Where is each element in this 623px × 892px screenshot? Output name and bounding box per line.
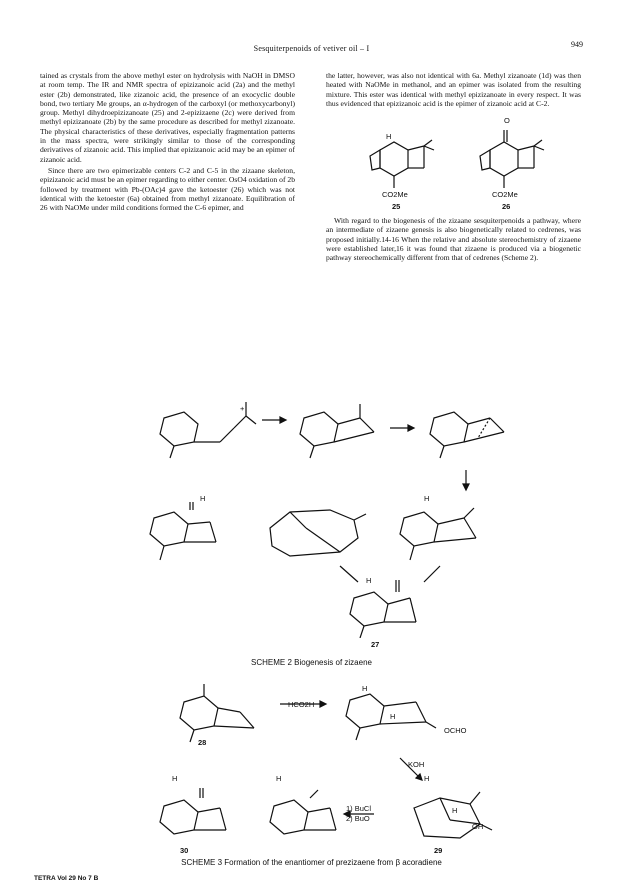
scheme3-h-a: H <box>362 684 368 693</box>
reagent-step-2: 2) BuO <box>346 814 370 823</box>
compound-number-26: 26 <box>502 202 511 212</box>
page-number: 949 <box>571 40 583 49</box>
scheme3-h-f: H <box>452 806 458 815</box>
scheme2-h-1: H <box>200 494 206 503</box>
reagent-step-1: 1) BuCl <box>346 804 372 813</box>
o-label-26: O <box>504 116 510 126</box>
compound-number-27: 27 <box>371 640 380 649</box>
right-paragraph-1: the latter, however, was also not identical with 6a. Methyl zizanoate (1d) was then heated with NaOMe in methanol, and an epimer was isolated from the resulting mixture. This ester was identical with methyl epizizanoate in every respect. It was thus evidenced that epizizanoic acid is the epimer of zizanoic acid at C-2. <box>326 71 581 108</box>
h-label-25: H <box>386 132 392 142</box>
scheme3-h-e: H <box>424 774 430 783</box>
journal-footer: TETRA Vol 29 No 7 B <box>34 875 99 882</box>
scheme2-h-3: H <box>366 576 372 585</box>
left-paragraph-2: Since there are two epimerizable centers C-2 and C-5 in the zizaane skeleton, epizizanoic acid must be an epimer regarding to either center. OsO4 oxidation of 2b followed by treatment with Pb-(OAc)4 gave the ketoester (26) which was not identical with the ketoester (6a) obtained from methyl zizanoate. Equilibration of 26 with NaOMe under mild conditions formed the C-6 epimer, and <box>40 165 295 213</box>
left-column <box>40 71 295 214</box>
compound-number-29: 29 <box>434 846 443 855</box>
running-title: Sesquiterpenoids of vetiver oil – I <box>253 44 370 53</box>
scheme3-h-d: H <box>276 774 282 783</box>
structures-25-26 <box>326 110 581 216</box>
compound-number-28: 28 <box>198 738 207 747</box>
reagent-hco2h: HCO2H <box>288 700 315 709</box>
scheme-2-drawing <box>140 398 540 638</box>
scheme2-plus: + <box>240 404 245 413</box>
scheme-3-caption: SCHEME 3 Formation of the enantiomer of prezizaene from β acoradiene <box>181 858 442 867</box>
right-paragraph-2: With regard to the biogenesis of the zizaane sesquiterpenoids a pathway, where an intermediate of zizaene genesis is also biogenetically related to cedrenes, was proposed initially.14-16 When the relative and absolute stereochemistry of zizaene were established later,16 it was found that zizaene is produced via a biogenetic pathway stereochemically different from that of cedrenes (Scheme 2). <box>326 216 581 263</box>
compound-number-30: 30 <box>180 846 189 855</box>
label-ocho: OCHO <box>444 726 467 735</box>
co2me-label-25: CO2Me <box>382 190 408 200</box>
scheme2-h-2: H <box>424 494 430 503</box>
right-column <box>326 71 581 265</box>
label-oh: OH <box>472 822 484 831</box>
scheme3-h-c: H <box>172 774 178 783</box>
reagent-koh: KOH <box>408 760 425 769</box>
structure-drawing-25-26 <box>326 110 581 216</box>
compound-number-25: 25 <box>392 202 401 212</box>
co2me-label-26: CO2Me <box>492 190 518 200</box>
left-paragraph-1: tained as crystals from the above methyl ester on hydrolysis with NaOH in DMSO at room temp. The IR and NMR spectra of epizizanoic acid (2a) and the methyl ester (2b) demonstrated, like zizanoic acid, the presence of an exocyclic double bond, two tertiary Me groups, an α-hydrogen of the carboxyl (or methoxycarbonyl) group. Methyl dihydroepizizanoate (25) and 2-epizizaene (2c) were derived from methyl epizizanoate (2b) by the same procedure as described for methyl zizanoate. The physical characteristics of these derivatives, especially fragmentation patterns in the mass spectra, were strikingly similar to those of the corresponding derivatives of zizanoic acid. This implied that epizizanoic acid may be an epimer of zizanoic acid. <box>40 71 295 164</box>
scheme3-h-b: H <box>390 712 396 721</box>
scheme-2-caption: SCHEME 2 Biogenesis of zizaene <box>251 658 372 667</box>
scheme-3-drawing <box>150 676 530 866</box>
